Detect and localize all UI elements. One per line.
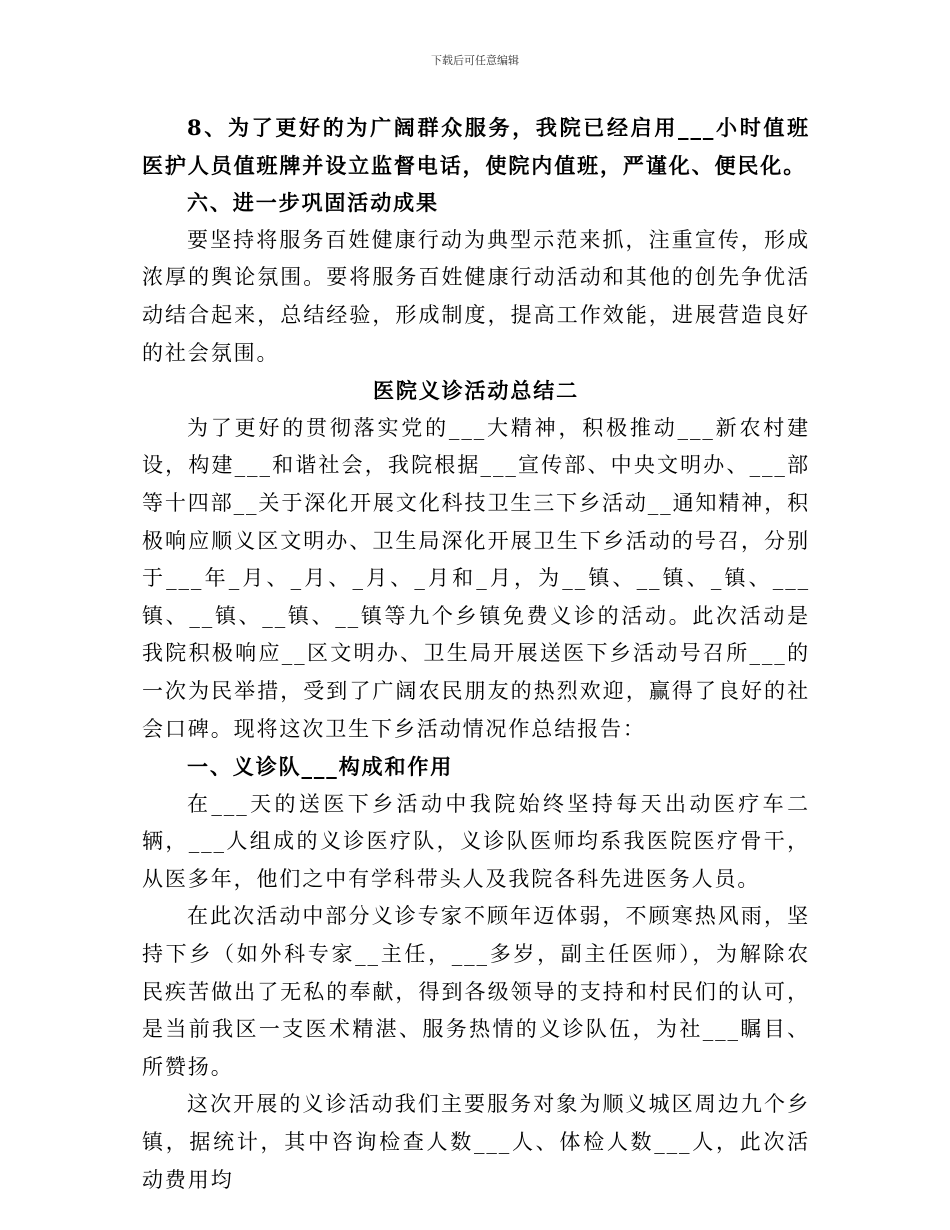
page-header: 下载后可任意编辑 (431, 54, 519, 67)
body-paragraph: 要坚持将服务百姓健康行动为典型示范来抓，注重宣传，形成浓厚的舆论氛围。要将服务百姓健康行动活动和其他的创先争优活动结合起来，总结经验，形成制度，提高工作效能，进展营造良好的社会氛围。 (142, 227, 810, 365)
section-heading-6: 六、进一步巩固活动成果 (187, 190, 439, 216)
body-paragraph: 在___天的送医下乡活动中我院始终坚持每天出动医疗车二辆，___人组成的义诊医疗队，义诊队医师均系我医院医疗骨干，从医多年，他们之中有学科带头人及我院各科先进医务人员。 (142, 791, 810, 891)
item-8-paragraph: 8、为了更好的为广阔群众服务，我院已经启用___小时值班医护人员值班牌并设立监督电话，使院内值班，严谨化、便民化。 (142, 115, 810, 178)
document-title: 医院义诊活动总结二 (372, 378, 580, 404)
body-paragraph: 为了更好的贯彻落实党的___大精神，积极推动___新农村建设，构建___和谐社会，我院根据___宣传部、中央文明办、___部等十四部__关于深化开展文化科技卫生三下乡活动__通知精神，积极响应顺义区文明办、卫生局深化开展卫生下乡活动的号召，分别于___年_月、_月、_月、_月和_月，为__镇、__镇、_镇、___镇、__镇、__镇、__镇等九个乡镇免费义诊的活动。此次活动是我院积极响应__区文明办、卫生局开展送医下乡活动号召所___的一次为民举措，受到了广阔农民朋友的热烈欢迎，赢得了良好的社会口碑。现将这次卫生下乡活动情况作总结报告： (142, 415, 810, 741)
body-paragraph: 在此次活动中部分义诊专家不顾年迈体弱，不顾寒热风雨，坚持下乡（如外科专家__主任，___多岁，副主任医师），为解除农民疾苦做出了无私的奉献，得到各级领导的支持和村民们的认可，是当前我区一支医术精湛、服务热情的义诊队伍，为社___瞩目、所赞扬。 (142, 904, 810, 1079)
body-paragraph: 这次开展的义诊活动我们主要服务对象为顺义城区周边九个乡镇，据统计，其中咨询检查人数___人、体检人数___人，此次活动费用均 (142, 1092, 810, 1192)
document-body (142, 109, 810, 1199)
section-heading-1: 一、义诊队___构成和作用 (187, 754, 454, 780)
